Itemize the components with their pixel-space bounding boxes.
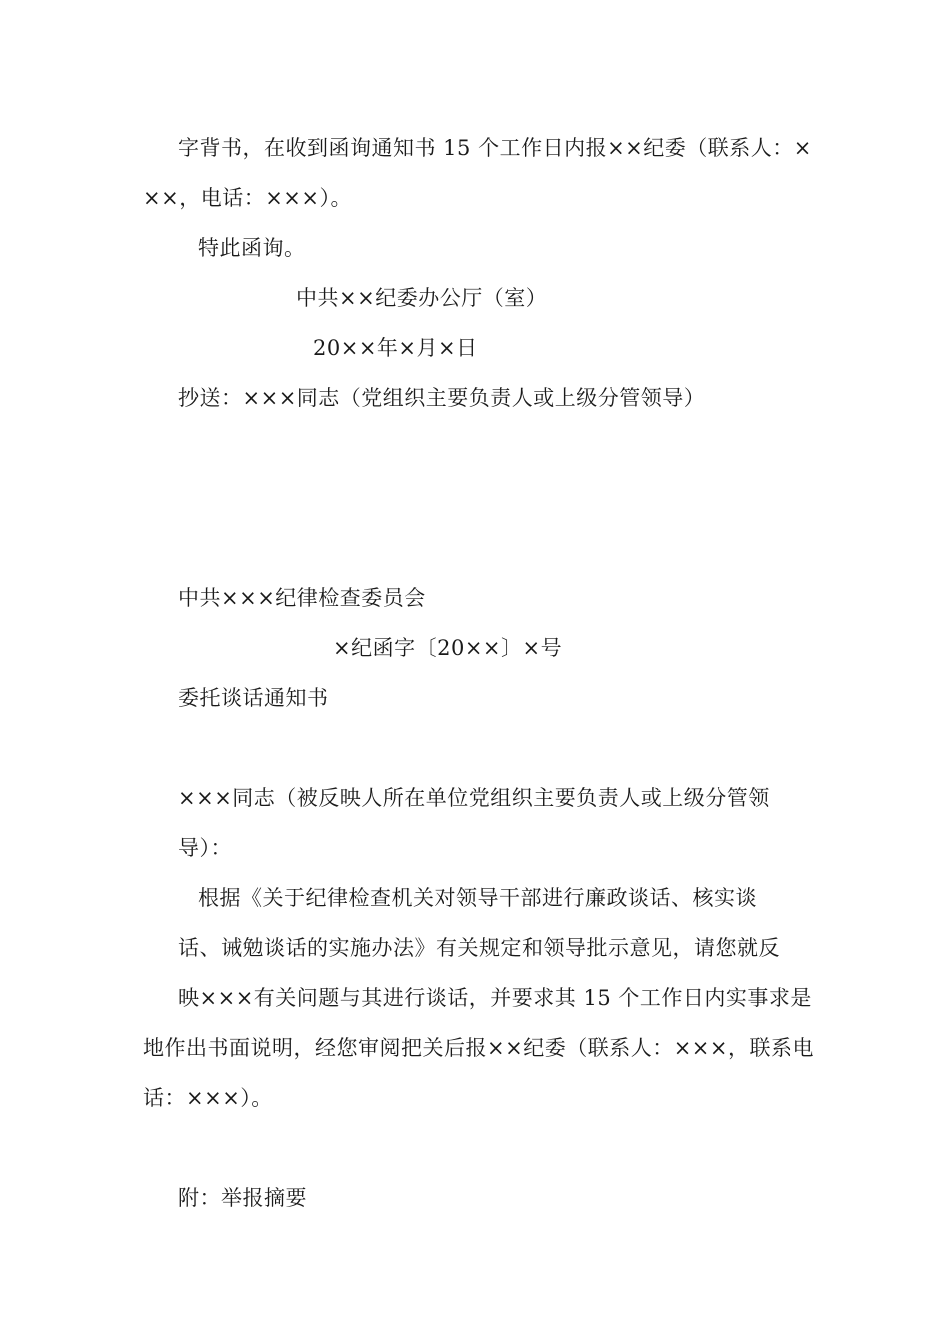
- attachment-note: 附：举报摘要: [178, 1186, 307, 1210]
- document-title: 委托谈话通知书: [178, 686, 329, 710]
- paragraph-line: 字背书，在收到函询通知书 15 个工作日内报××纪委（联系人：×: [178, 136, 812, 160]
- body-line: 地作出书面说明，经您审阅把关后报××纪委（联系人：×××，联系电: [143, 1036, 814, 1060]
- signature-date: 20××年×月×日: [313, 336, 478, 360]
- body-line: 话：×××）。: [143, 1086, 273, 1110]
- issuer-name: 中共×××纪律检查委员会: [178, 586, 426, 610]
- body-line: 话、诫勉谈话的实施办法》有关规定和领导批示意见，请您就反: [178, 936, 780, 960]
- addressee-line: ×××同志（被反映人所在单位党组织主要负责人或上级分管领: [178, 786, 770, 810]
- paragraph-line: ××，电话：×××）。: [143, 186, 352, 210]
- document-number: ×纪函字〔20××〕×号: [333, 636, 563, 660]
- cc-line: 抄送：×××同志（党组织主要负责人或上级分管领导）: [178, 386, 706, 410]
- signature-organization: 中共××纪委办公厅（室）: [296, 286, 548, 310]
- body-line: 映×××有关问题与其进行谈话，并要求其 15 个工作日内实事求是: [178, 986, 812, 1010]
- addressee-line: 导）：: [178, 836, 232, 860]
- body-line: 根据《关于纪律检查机关对领导干部进行廉政谈话、核实谈: [198, 886, 757, 910]
- closing-text: 特此函询。: [198, 236, 306, 260]
